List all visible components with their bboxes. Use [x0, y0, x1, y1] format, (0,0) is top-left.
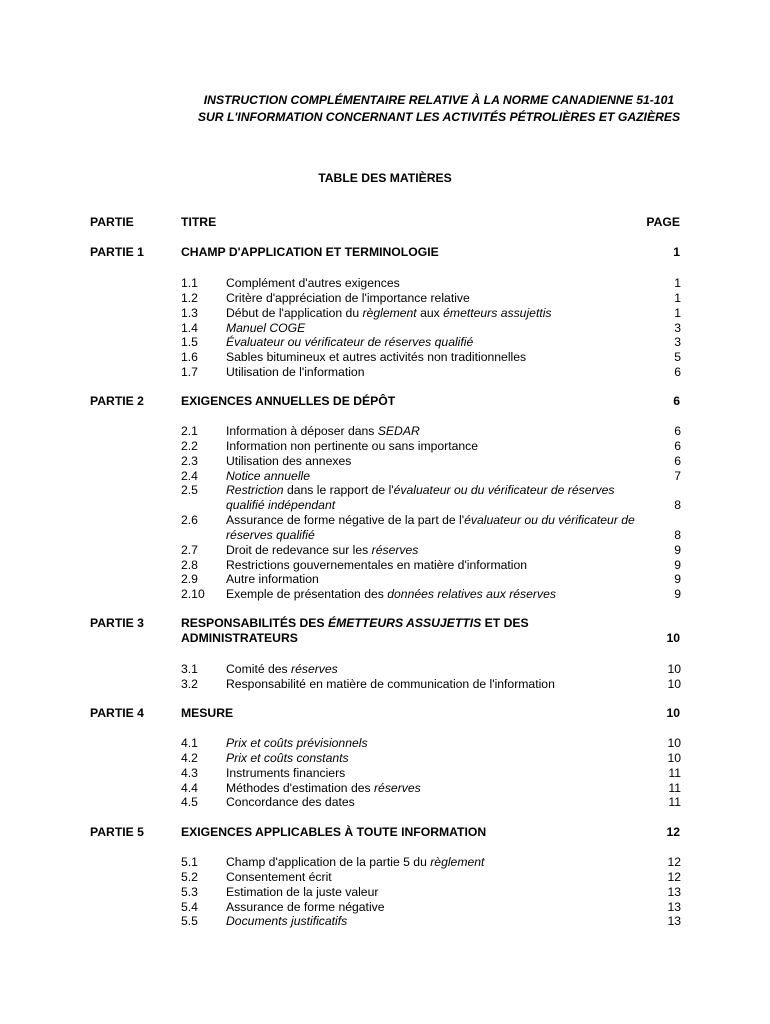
list-item[interactable] [181, 751, 681, 766]
section-page-number: 12 [667, 855, 681, 869]
section-title [226, 513, 636, 543]
section-page-number: 13 [667, 899, 681, 914]
list-item[interactable] [181, 572, 681, 587]
section-list [181, 662, 681, 692]
section-title [226, 587, 641, 602]
text-run: Exemple de présentation des [226, 587, 388, 602]
text-run: Concordance des dates [226, 795, 355, 810]
column-header-page: PAGE [646, 215, 680, 229]
part-title[interactable] [181, 245, 601, 260]
list-item[interactable] [181, 424, 681, 439]
section-title [226, 855, 641, 870]
text-run: évaluateur ou du vérificateur de réserves qualifié indépendant [226, 483, 615, 513]
section-number: 2.7 [181, 542, 198, 557]
list-item[interactable] [181, 454, 681, 469]
section-title [226, 677, 641, 692]
section-page-number: 3 [674, 335, 681, 350]
list-item[interactable] [181, 736, 681, 751]
section-number: 1.2 [181, 290, 198, 305]
text-run: Évaluateur ou vérificateur de réserves qualifié [226, 335, 474, 350]
list-item[interactable] [181, 365, 681, 380]
text-run: Comité des [226, 662, 292, 676]
list-item[interactable] [181, 306, 681, 321]
section-list [181, 855, 681, 929]
section-page-number: 1 [674, 276, 681, 290]
section-page-number: 9 [674, 557, 681, 572]
section-page-number: 13 [667, 914, 681, 929]
section-page-number: 6 [674, 424, 681, 438]
section-number: 3.1 [181, 662, 198, 676]
part-page-number: 10 [666, 706, 680, 720]
list-item[interactable] [181, 483, 681, 513]
list-item[interactable] [181, 677, 681, 692]
text-run: Autre information [226, 572, 319, 587]
text-run: règlement [362, 305, 417, 320]
section-page-number: 5 [674, 350, 681, 365]
section-number: 2.2 [181, 438, 198, 453]
section-page-number: 11 [668, 765, 681, 780]
text-run: Information non pertinente ou sans importance [226, 438, 479, 453]
section-number: 5.4 [181, 899, 198, 914]
list-item[interactable] [181, 766, 681, 781]
list-item[interactable] [181, 870, 681, 885]
text-run: réserves [373, 780, 421, 795]
section-page-number: 1 [674, 305, 681, 320]
text-run: Complément d'autres exigences [226, 276, 400, 290]
section-number: 5.1 [181, 855, 198, 869]
section-number: 1.3 [181, 305, 198, 320]
section-title [226, 736, 641, 751]
list-item[interactable] [181, 513, 681, 543]
section-title [226, 543, 641, 558]
section-title [226, 306, 641, 321]
text-run: données relatives aux réserves [387, 587, 556, 602]
section-list [181, 276, 681, 380]
list-item[interactable] [181, 276, 681, 291]
section-title [226, 558, 641, 573]
section-page-number: 11 [668, 795, 681, 810]
section-title [226, 751, 641, 766]
part-label: PARTIE 5 [90, 825, 144, 839]
section-number: 2.9 [181, 572, 198, 587]
section-title [226, 766, 641, 781]
list-item[interactable] [181, 439, 681, 454]
section-page-number: 10 [667, 750, 681, 765]
section-number: 5.3 [181, 884, 198, 899]
section-title [226, 350, 641, 365]
section-number: 2.5 [181, 483, 198, 498]
section-page-number: 8 [674, 498, 681, 513]
text-run: émetteurs assujettis [443, 305, 552, 320]
text-run: Assurance de forme négative de la part de l' [226, 513, 465, 528]
section-title [226, 424, 641, 439]
part-label: PARTIE 2 [90, 394, 144, 408]
part-title[interactable] [181, 616, 601, 646]
section-page-number: 11 [668, 780, 681, 795]
list-item[interactable] [181, 321, 681, 336]
section-number: 2.8 [181, 557, 198, 572]
list-item[interactable] [181, 469, 681, 484]
text-run: Consentement écrit [226, 869, 332, 884]
section-number: 2.4 [181, 468, 198, 483]
section-page-number: 9 [674, 587, 681, 602]
text-run: Estimation de la juste valeur [226, 884, 379, 899]
section-title [226, 914, 641, 929]
section-page-number: 6 [674, 453, 681, 468]
section-title [226, 662, 641, 677]
section-number: 4.1 [181, 736, 198, 750]
section-number: 4.3 [181, 765, 198, 780]
text-run: Sables bitumineux et autres activités non traditionnelles [226, 350, 527, 365]
list-item[interactable] [181, 900, 681, 915]
section-number: 1.7 [181, 365, 198, 380]
text-run: CHAMP D'APPLICATION ET TERMINOLOGIE [181, 245, 439, 259]
list-item[interactable] [181, 855, 681, 870]
list-item[interactable] [181, 335, 681, 350]
section-title [226, 321, 641, 336]
part-label: PARTIE 3 [90, 616, 144, 630]
section-page-number: 10 [667, 736, 681, 750]
list-item[interactable] [181, 543, 681, 558]
title-line-1: INSTRUCTION COMPLÉMENTAIRE RELATIVE À LA NORME CANADIENNE 51-101 [203, 93, 675, 107]
section-page-number: 9 [674, 572, 681, 587]
text-run: Prix et coûts prévisionnels [226, 736, 368, 750]
part-page-number: 1 [673, 245, 680, 259]
section-title [226, 291, 641, 306]
text-run: Utilisation des annexes [226, 453, 352, 468]
section-title [226, 900, 641, 915]
section-title [226, 572, 641, 587]
list-item[interactable] [181, 291, 681, 306]
list-item[interactable] [181, 795, 681, 810]
text-run: Restriction [226, 483, 284, 498]
text-run: MESURE [181, 706, 234, 720]
section-page-number: 3 [674, 320, 681, 335]
section-title [226, 483, 636, 513]
section-number: 1.4 [181, 320, 198, 335]
part-page-number: 10 [666, 631, 680, 645]
section-page-number: 10 [667, 662, 681, 676]
section-page-number: 7 [674, 468, 681, 483]
section-title [226, 335, 641, 350]
text-run: Responsabilité en matière de communication de l'information [226, 676, 555, 691]
list-item[interactable] [181, 350, 681, 365]
text-run: évaluateur ou du vérificateur de réserves qualifié [226, 513, 635, 542]
text-run: Information à déposer dans [226, 424, 378, 438]
document-title [160, 92, 718, 126]
section-title [226, 469, 641, 484]
section-title [226, 365, 641, 380]
text-run: Début de l'application du [226, 305, 363, 320]
section-number: 3.2 [181, 676, 198, 691]
part-label: PARTIE 4 [90, 706, 144, 720]
section-page-number: 1 [674, 290, 681, 305]
text-run: règlement [430, 855, 485, 869]
section-number: 1.5 [181, 335, 198, 350]
section-page-number: 6 [674, 438, 681, 453]
text-run: Utilisation de l'information [226, 365, 365, 380]
section-number: 2.6 [181, 513, 198, 528]
section-title [226, 439, 641, 454]
section-number: 5.5 [181, 914, 198, 929]
list-item[interactable] [181, 662, 681, 677]
text-run: EXIGENCES ANNUELLES DE DÉPÔT [181, 394, 396, 408]
section-number: 4.2 [181, 750, 198, 765]
text-run: Restrictions gouvernementales en matière d'information [226, 557, 528, 572]
section-number: 2.1 [181, 424, 198, 438]
text-run: Champ d'application de la partie 5 du [226, 855, 431, 869]
text-run: ET DES ADMINISTRATEURS [181, 616, 529, 645]
section-number: 4.4 [181, 780, 198, 795]
list-item[interactable] [181, 885, 681, 900]
list-item[interactable] [181, 587, 681, 602]
part-title[interactable] [181, 706, 601, 721]
list-item[interactable] [181, 914, 681, 929]
part-page-number: 6 [673, 394, 680, 408]
text-run: Assurance de forme négative [226, 899, 385, 914]
text-run: Instruments financiers [226, 765, 346, 780]
text-run: Critère d'appréciation de l'importance relative [226, 290, 470, 305]
section-title [226, 885, 641, 900]
list-item[interactable] [181, 558, 681, 573]
toc-heading: TABLE DES MATIÈRES [318, 171, 452, 185]
text-run: Droit de redevance sur les [226, 542, 372, 557]
column-header-titre: TITRE [181, 215, 217, 229]
section-list [181, 424, 681, 602]
text-run: réserves [291, 662, 338, 676]
section-number: 2.3 [181, 453, 198, 468]
section-title [226, 454, 641, 469]
part-title[interactable] [181, 394, 601, 409]
section-page-number: 9 [674, 542, 681, 557]
part-page-number: 12 [666, 825, 680, 839]
section-number: 1.6 [181, 350, 198, 365]
section-page-number: 10 [667, 676, 681, 691]
text-run: RESPONSABILITÉS DES [181, 616, 328, 630]
section-page-number: 13 [667, 884, 681, 899]
section-title [226, 795, 641, 810]
column-header-partie: PARTIE [90, 215, 134, 229]
section-number: 4.5 [181, 795, 198, 810]
section-page-number: 6 [674, 365, 681, 380]
text-run: SEDAR [377, 424, 420, 438]
text-run: Notice annuelle [226, 468, 311, 483]
section-number: 1.1 [181, 276, 198, 290]
list-item[interactable] [181, 781, 681, 796]
text-run: dans le rapport de l' [283, 483, 394, 498]
section-number: 2.10 [181, 587, 205, 602]
text-run: Manuel COGE [226, 320, 306, 335]
text-run: Documents justificatifs [226, 914, 348, 929]
section-title [226, 781, 641, 796]
title-line-2: SUR L'INFORMATION CONCERNANT LES ACTIVITÉS PÉTROLIÈRES ET GAZIÈRES [197, 110, 681, 124]
text-run: ÉMETTEURS ASSUJETTIS [327, 616, 482, 630]
section-page-number: 12 [667, 869, 681, 884]
section-page-number: 8 [674, 527, 681, 542]
text-run: aux [416, 305, 444, 320]
section-list [181, 736, 681, 810]
part-title[interactable] [181, 825, 601, 840]
text-run: Prix et coûts constants [226, 750, 349, 765]
section-number: 5.2 [181, 869, 198, 884]
text-run: réserves [371, 542, 419, 557]
section-title [226, 276, 641, 291]
section-title [226, 870, 641, 885]
text-run: EXIGENCES APPLICABLES À TOUTE INFORMATION [181, 825, 487, 839]
part-label: PARTIE 1 [90, 245, 144, 259]
text-run: Méthodes d'estimation des [226, 780, 374, 795]
